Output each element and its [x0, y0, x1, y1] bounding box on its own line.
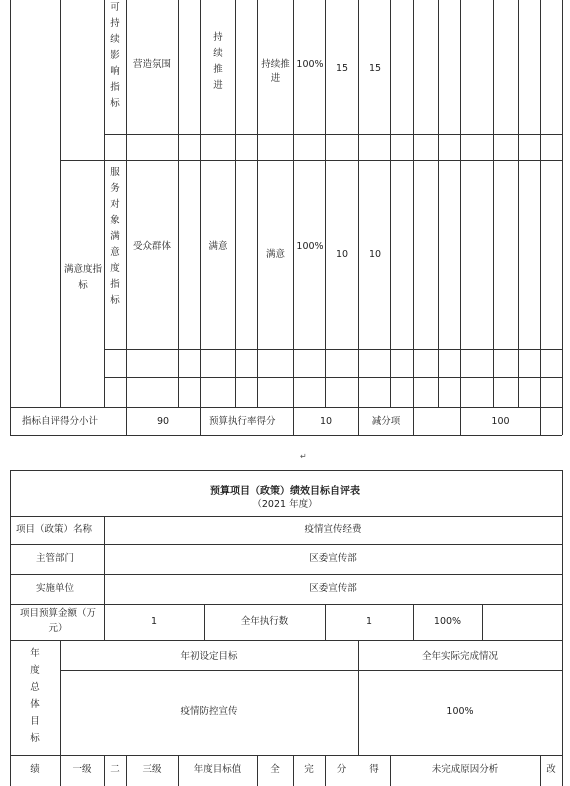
project-name-label: 项目（政策）名称: [16, 524, 93, 535]
annual-goal-label: 年 度 总 体 目 标: [30, 648, 40, 744]
satisfaction-rate: 100%: [296, 241, 324, 252]
implementing-unit-label: 实施单位: [36, 583, 75, 594]
exec-rate-score: 10: [319, 416, 333, 427]
table-title: 预算项目（政策）绩效目标自评表: [210, 486, 360, 497]
header-score: 得: [369, 764, 379, 775]
sustainability-target-group: 营造氛围: [132, 59, 171, 70]
paragraph-mark: ↵: [300, 452, 307, 461]
exec-rate-score-label: 预算执行率得分: [209, 416, 276, 427]
header-annual-target: 年度目标值: [193, 764, 242, 775]
total-score: 100: [491, 416, 510, 427]
satisfaction-target-group: 受众群体: [132, 241, 171, 252]
department-value: 区委宣传部: [309, 553, 357, 564]
header-improve: 改: [546, 764, 556, 775]
sustainability-weight: 15: [335, 63, 349, 74]
sustainability-content-label: 持 续 推 进: [213, 32, 223, 91]
header-reason: 未完成原因分析: [431, 764, 499, 775]
header-performance: 绩: [30, 764, 40, 775]
satisfaction-category-label: 满意度指标: [64, 264, 103, 291]
annual-exec-label: 全年执行数: [240, 616, 289, 627]
satisfaction-score: 10: [368, 249, 382, 260]
header-full-year: 全: [270, 764, 280, 775]
satisfaction-weight: 10: [335, 249, 349, 260]
actual-completion-header: 全年实际完成情况: [421, 651, 498, 662]
satisfaction-progress: 满意: [265, 249, 285, 260]
budget-label: 项目预算金额（万元）: [19, 608, 96, 634]
subtotal-label: 指标自评得分小计: [22, 416, 99, 427]
header-level1: 一级: [72, 764, 92, 775]
subtotal-score: 90: [156, 416, 170, 427]
actual-completion-text: 100%: [446, 706, 474, 717]
table-subtitle: （2021 年度）: [252, 499, 318, 510]
implementing-unit-value: 区委宣传部: [309, 583, 357, 594]
sustainability-rate: 100%: [296, 59, 324, 70]
annual-exec-value: 1: [365, 616, 373, 627]
project-name-value: 疫情宣传经费: [304, 524, 362, 535]
satisfaction-indicator-label: 服 务 对 象 满 意 度 指 标: [110, 167, 120, 306]
initial-target-text: 疫情防控宣传: [180, 706, 238, 717]
budget-value: 1: [150, 616, 158, 627]
exec-rate-value: 100%: [433, 616, 462, 627]
satisfaction-content: 满意: [208, 241, 228, 252]
header-completed: 完: [304, 764, 314, 775]
header-points: 分: [336, 764, 347, 775]
sustainability-score: 15: [368, 63, 382, 74]
sustainability-indicator-label: 可 持 续 影 响 指 标: [110, 2, 120, 109]
deduction-label: 减分项: [371, 416, 401, 427]
department-label: 主管部门: [36, 553, 75, 564]
initial-target-header: 年初设定目标: [180, 651, 238, 662]
header-level2: 二: [110, 764, 120, 775]
header-level3: 三级: [142, 764, 162, 775]
sustainability-progress: 持续推进: [261, 59, 290, 84]
